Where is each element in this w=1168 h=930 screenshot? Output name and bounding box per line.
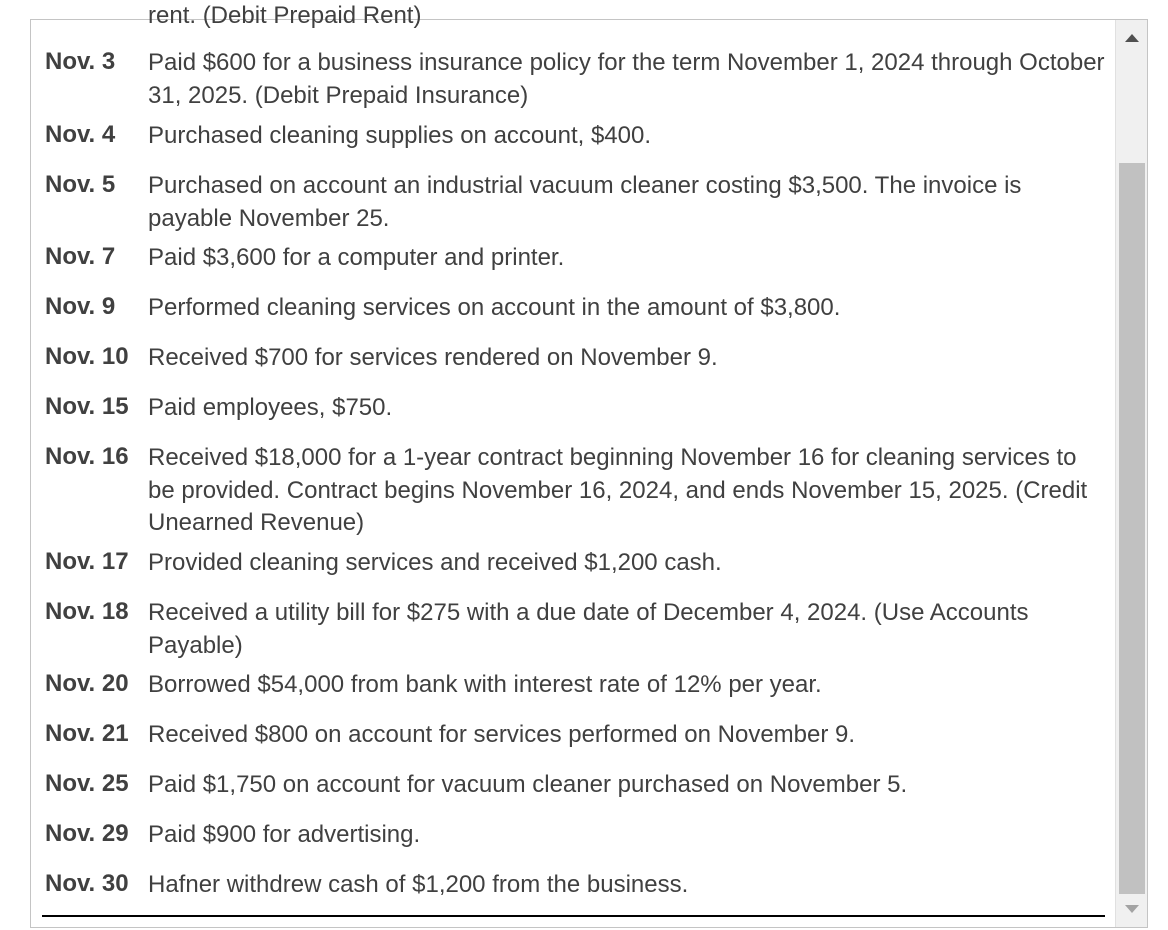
transaction-date: Nov. 21 [45,720,129,747]
transaction-text: Provided cleaning services and received $1,200 cash. [148,549,722,576]
transaction-text: Borrowed $54,000 from bank with interest rate of 12% per year. [148,671,822,698]
transaction-date: Nov. 30 [45,870,129,897]
transaction-date: Nov. 18 [45,598,129,625]
transaction-date: Nov. 4 [45,121,116,148]
transaction-date: Nov. 5 [45,171,116,198]
transactions-list [31,2,1115,927]
transaction-date: Nov. 9 [45,293,116,320]
transaction-text: Paid $3,600 for a computer and printer. [148,244,565,271]
scroll-up-button[interactable] [1116,28,1148,52]
transaction-text: Received a utility bill for $275 with a due date of December 4, 2024. (Use Accounts Payable) [148,599,1029,659]
transaction-date: Nov. 29 [45,820,129,847]
transaction-date: Nov. 16 [45,443,129,470]
transaction-text: Hafner withdrew cash of $1,200 from the business. [148,871,689,898]
transaction-date: Nov. 3 [45,48,116,75]
transaction-date: Nov. 7 [45,243,116,270]
transaction-text: Performed cleaning services on account in the amount of $3,800. [148,294,841,321]
transaction-date: Nov. 25 [45,770,129,797]
partial-line-text: rent. (Debit Prepaid Rent) [148,2,422,29]
arrow-down-icon [1125,905,1139,913]
scrollbar-thumb[interactable] [1119,163,1145,894]
scroll-down-button[interactable] [1116,897,1148,921]
transaction-date: Nov. 15 [45,393,129,420]
transaction-text: Paid employees, $750. [148,394,393,421]
bottom-divider [42,915,1105,917]
transaction-text: Paid $600 for a business insurance policy for the term November 1, 2024 through October 31, 2025. (Debit Prepaid Insurance) [148,49,1105,109]
transaction-text: Purchased on account an industrial vacuum cleaner costing $3,500. The invoice is payable November 25. [148,172,1022,232]
transaction-date: Nov. 17 [45,548,129,575]
transaction-date: Nov. 20 [45,670,129,697]
vertical-scrollbar[interactable] [1115,20,1147,927]
transaction-text: Received $18,000 for a 1-year contract beginning November 16 for cleaning services to be provided. Contract begins November 16, 2024, and ends November 15, 2025. (Credit Unearned Revenue) [148,444,1088,536]
transaction-text: Received $700 for services rendered on November 9. [148,344,718,371]
transaction-text: Received $800 on account for services performed on November 9. [148,721,856,748]
transaction-date: Nov. 10 [45,343,129,370]
transaction-text: Paid $900 for advertising. [148,821,421,848]
transaction-text: Paid $1,750 on account for vacuum cleaner purchased on November 5. [148,771,908,798]
arrow-up-icon [1125,34,1139,42]
transaction-text: Purchased cleaning supplies on account, $400. [148,122,652,149]
transactions-panel [30,2,1148,928]
